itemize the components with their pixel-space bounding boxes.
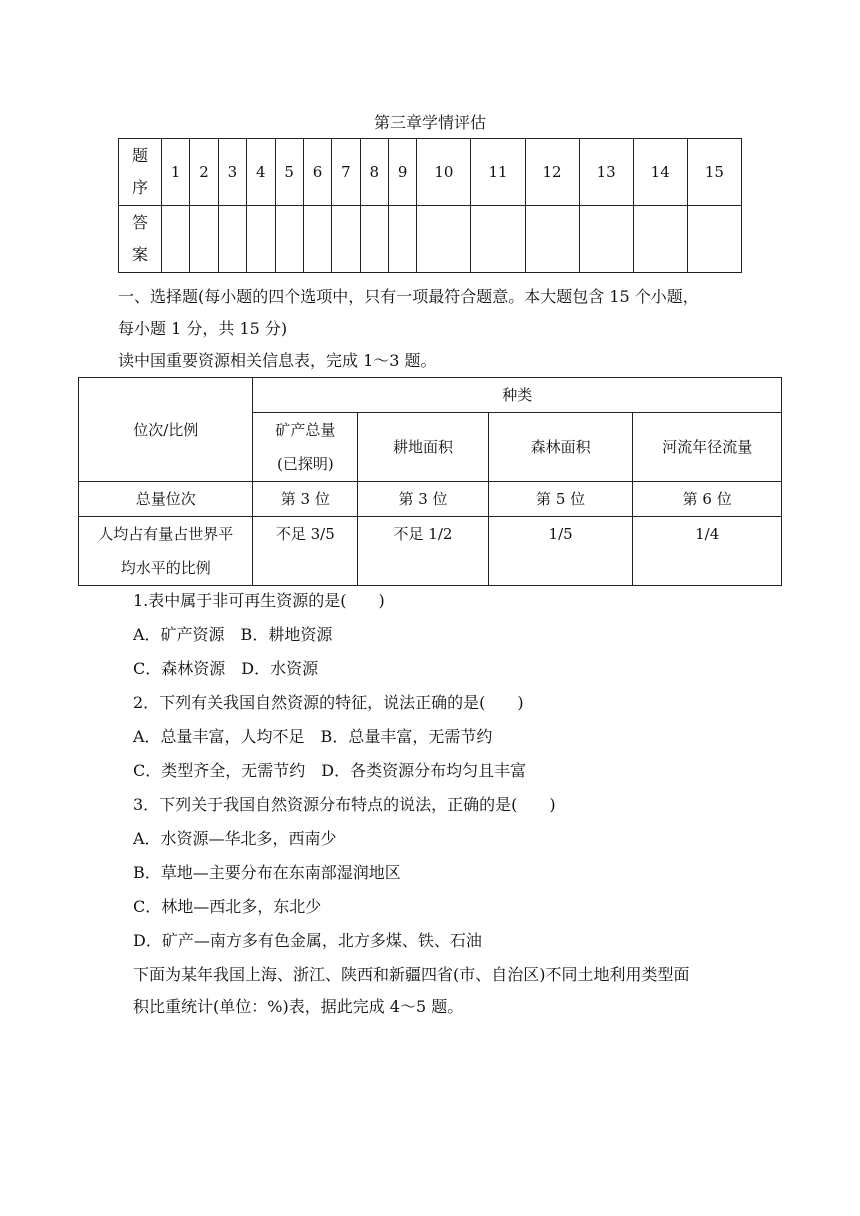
column-header-runoff: 河流年径流量 bbox=[633, 413, 782, 482]
question-number-row bbox=[119, 139, 742, 206]
question-3-option-b: B．草地—主要分布在东南部湿润地区 bbox=[133, 863, 401, 882]
table-cell: 不足 3/5 bbox=[253, 517, 358, 586]
question-number-cell: 14 bbox=[633, 139, 687, 206]
answer-cell[interactable] bbox=[389, 206, 417, 273]
answer-cell[interactable] bbox=[162, 206, 190, 273]
answer-cell[interactable] bbox=[247, 206, 275, 273]
answer-cell[interactable] bbox=[218, 206, 246, 273]
answer-cell[interactable] bbox=[303, 206, 331, 273]
question-2-options-ab: A．总量丰富，人均不足 B．总量丰富，无需节约 bbox=[133, 727, 493, 746]
answer-cell[interactable] bbox=[633, 206, 687, 273]
answer-cell[interactable] bbox=[687, 206, 741, 273]
table-cell: 1/4 bbox=[633, 517, 782, 586]
question-number-cell: 11 bbox=[471, 139, 525, 206]
answer-cell[interactable] bbox=[417, 206, 471, 273]
question-number-cell: 2 bbox=[190, 139, 218, 206]
table-intro: 读中国重要资源相关信息表，完成 1～3 题。 bbox=[118, 351, 437, 370]
table-row bbox=[79, 517, 782, 586]
question-number-cell: 12 bbox=[525, 139, 579, 206]
table-intro-2-line1: 下面为某年我国上海、浙江、陕西和新疆四省(市、自治区)不同土地利用类型面 bbox=[133, 965, 690, 984]
table-row bbox=[79, 482, 782, 517]
answer-header: 答 案 bbox=[119, 206, 162, 273]
question-number-cell: 4 bbox=[247, 139, 275, 206]
table-cell: 第 6 位 bbox=[633, 482, 782, 517]
column-header-forest: 森林面积 bbox=[488, 413, 633, 482]
section-instruction-line2: 每小题 1 分，共 15 分) bbox=[118, 319, 288, 338]
question-number-cell: 15 bbox=[687, 139, 741, 206]
table-cell: 不足 1/2 bbox=[358, 517, 489, 586]
section-instruction-line1: 一、选择题(每小题的四个选项中，只有一项最符合题意。本大题包含 15 个小题， bbox=[118, 287, 699, 306]
question-3: 3．下列关于我国自然资源分布特点的说法，正确的是( ) bbox=[133, 795, 556, 814]
question-number-cell: 13 bbox=[579, 139, 633, 206]
group-header: 种类 bbox=[253, 378, 782, 413]
question-1: 1.表中属于非可再生资源的是( ) bbox=[133, 591, 385, 610]
answer-row bbox=[119, 206, 742, 273]
question-3-option-a: A．水资源—华北多，西南少 bbox=[133, 829, 337, 848]
question-3-option-d: D．矿产—南方多有色金属，北方多煤、铁、石油 bbox=[133, 931, 482, 950]
answer-cell[interactable] bbox=[579, 206, 633, 273]
question-1-options-cd: C．森林资源 D．水资源 bbox=[133, 659, 319, 678]
table-cell: 第 3 位 bbox=[358, 482, 489, 517]
answer-cell[interactable] bbox=[471, 206, 525, 273]
table-intro-2-line2: 积比重统计(单位：%)表，据此完成 4～5 题。 bbox=[133, 997, 464, 1016]
question-3-option-c: C．林地—西北多，东北少 bbox=[133, 897, 322, 916]
table-cell: 1/5 bbox=[488, 517, 633, 586]
question-number-cell: 8 bbox=[360, 139, 388, 206]
answer-cell[interactable] bbox=[190, 206, 218, 273]
question-number-header: 题 序 bbox=[119, 139, 162, 206]
corner-header: 位次/比例 bbox=[79, 378, 253, 482]
answer-cell[interactable] bbox=[360, 206, 388, 273]
question-number-cell: 1 bbox=[162, 139, 190, 206]
table-cell: 第 3 位 bbox=[253, 482, 358, 517]
row-label: 人均占有量占世界平 均水平的比例 bbox=[79, 517, 253, 586]
question-number-cell: 6 bbox=[303, 139, 331, 206]
question-1-options-ab: A．矿产资源 B．耕地资源 bbox=[133, 625, 333, 644]
question-2: 2．下列有关我国自然资源的特征，说法正确的是( ) bbox=[133, 693, 524, 712]
answer-cell[interactable] bbox=[332, 206, 360, 273]
question-number-cell: 3 bbox=[218, 139, 246, 206]
question-number-cell: 5 bbox=[275, 139, 303, 206]
row-label: 总量位次 bbox=[79, 482, 253, 517]
column-header-farmland: 耕地面积 bbox=[358, 413, 489, 482]
question-number-cell: 7 bbox=[332, 139, 360, 206]
answer-cell[interactable] bbox=[275, 206, 303, 273]
question-number-cell: 10 bbox=[417, 139, 471, 206]
question-2-options-cd: C．类型齐全，无需节约 D．各类资源分布均匀且丰富 bbox=[133, 761, 527, 780]
table-cell: 第 5 位 bbox=[488, 482, 633, 517]
answer-cell[interactable] bbox=[525, 206, 579, 273]
column-header-mineral: 矿产总量 (已探明) bbox=[253, 413, 358, 482]
question-number-cell: 9 bbox=[389, 139, 417, 206]
page-title: 第三章学情评估 bbox=[373, 113, 486, 132]
answer-sheet-table bbox=[118, 138, 742, 273]
resource-info-table bbox=[78, 377, 782, 586]
